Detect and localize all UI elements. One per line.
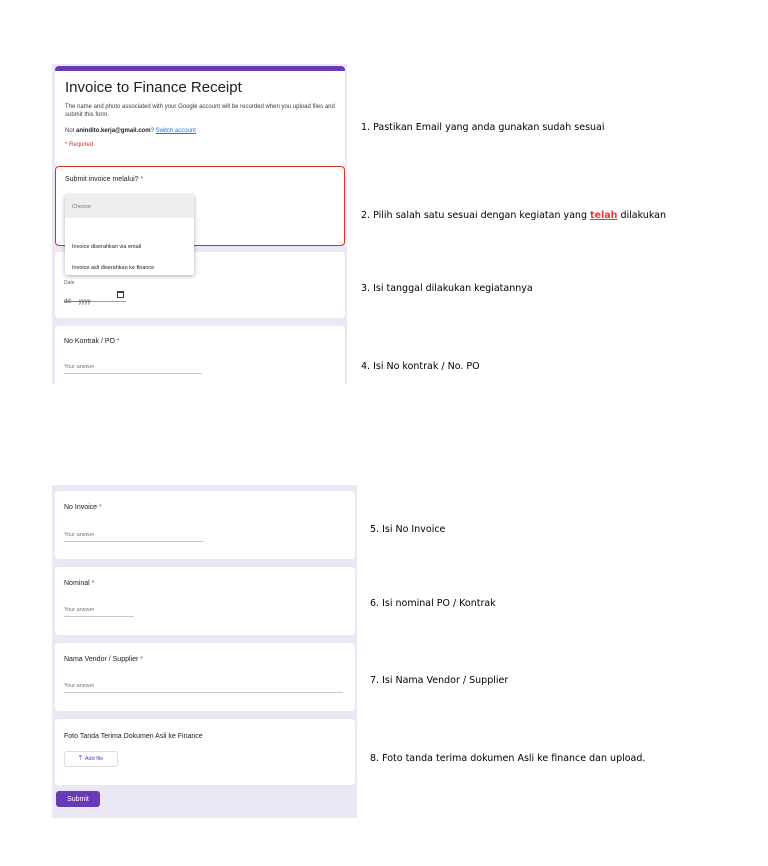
- dropdown-option-finance[interactable]: [72, 256, 154, 274]
- required-asterisk: *: [97, 504, 102, 511]
- required-asterisk: *: [138, 176, 144, 183]
- submit-label: Submit: [67, 795, 89, 803]
- invoice-text: No Invoice: [64, 504, 98, 511]
- form-panel-top: [52, 64, 347, 384]
- form-title: Invoice to Finance Receipt: [65, 79, 242, 96]
- invoice-input[interactable]: Your answer: [64, 532, 95, 538]
- step-8: 8. Foto tanda terima dokumen Asli ke finance dan upload.: [370, 753, 646, 764]
- invoice-card: [55, 491, 355, 559]
- add-file-label: Add file: [84, 756, 104, 762]
- form-header-card: [55, 66, 345, 167]
- steps-bottom: [370, 480, 760, 780]
- kontrak-label: [64, 338, 120, 345]
- step-2: [361, 210, 666, 221]
- date-value: dd----yyyy: [64, 299, 91, 305]
- step-3: 3. Isi tanggal dilakukan kegiatannya: [361, 283, 533, 294]
- option-finance-text: Invoice asli diserahkan ke finance: [72, 265, 155, 271]
- foto-label: Foto Tanda Terima Dokumen Asli ke Finance: [64, 733, 203, 740]
- account-line: [65, 128, 196, 134]
- nominal-text: Nominal: [64, 580, 90, 587]
- kontrak-card: [55, 326, 345, 384]
- form-panel-bottom: [52, 485, 357, 818]
- vendor-input[interactable]: Your answer: [64, 683, 95, 689]
- not-suffix: ?: [150, 128, 156, 134]
- nominal-card: [55, 567, 355, 635]
- account-notice: The name and photo associated with your Google account will be recorded when you upload files and submit this form.: [65, 104, 335, 118]
- date-input[interactable]: [64, 290, 126, 305]
- date-label: Date: [64, 280, 75, 286]
- vendor-input-underline: [64, 692, 343, 693]
- vendor-card: [55, 643, 355, 711]
- vendor-label: [64, 656, 143, 663]
- calendar-icon[interactable]: [117, 291, 124, 298]
- account-email: anindito.kerja@gmail.com: [76, 128, 151, 134]
- required-note: * Required: [65, 142, 94, 148]
- dropdown-option-email[interactable]: [72, 235, 141, 253]
- submit-via-label: [65, 176, 143, 183]
- step-1: 1. Pastikan Email yang anda gunakan sudah sesuai: [361, 122, 605, 133]
- nominal-input-underline: [64, 616, 134, 617]
- kontrak-input-underline: [64, 373, 202, 374]
- step-2-emphasis: telah: [590, 210, 618, 221]
- steps-top: [361, 0, 761, 400]
- add-file-button[interactable]: [64, 751, 118, 767]
- dropdown-placeholder-text: Choose: [72, 203, 91, 210]
- required-asterisk: *: [138, 656, 143, 663]
- nominal-input[interactable]: Your answer: [64, 607, 95, 613]
- required-asterisk: *: [89, 580, 95, 587]
- dropdown-placeholder[interactable]: [65, 195, 194, 218]
- not-prefix: Not: [65, 128, 77, 134]
- step-5: 5. Isi No Invoice: [370, 524, 446, 535]
- kontrak-text: No Kontrak / PO: [64, 338, 115, 345]
- submit-via-text: Submit invoice melalui?: [65, 176, 139, 183]
- invoice-label: [64, 504, 102, 511]
- required-asterisk: *: [114, 338, 120, 345]
- step-7: 7. Isi Nama Vendor / Supplier: [370, 675, 509, 686]
- kontrak-input[interactable]: Your answer: [64, 364, 95, 370]
- foto-card: [55, 719, 355, 785]
- option-email-text: Invoice diserahkan via email: [72, 244, 142, 250]
- upload-icon: ⤒: [78, 755, 82, 762]
- submit-button[interactable]: [56, 791, 100, 807]
- invoice-input-underline: [64, 541, 204, 542]
- switch-account-link[interactable]: Switch account: [155, 128, 196, 134]
- submit-via-dropdown[interactable]: [65, 195, 194, 275]
- nominal-label: [64, 580, 94, 587]
- step-4: 4. Isi No kontrak / No. PO: [361, 361, 480, 372]
- step-2-post: dilakukan: [617, 210, 666, 221]
- step-2-pre: 2. Pilih salah satu sesuai dengan kegiatan yang: [361, 210, 591, 221]
- vendor-text: Nama Vendor / Supplier: [64, 656, 139, 663]
- step-6: 6. Isi nominal PO / Kontrak: [370, 598, 496, 609]
